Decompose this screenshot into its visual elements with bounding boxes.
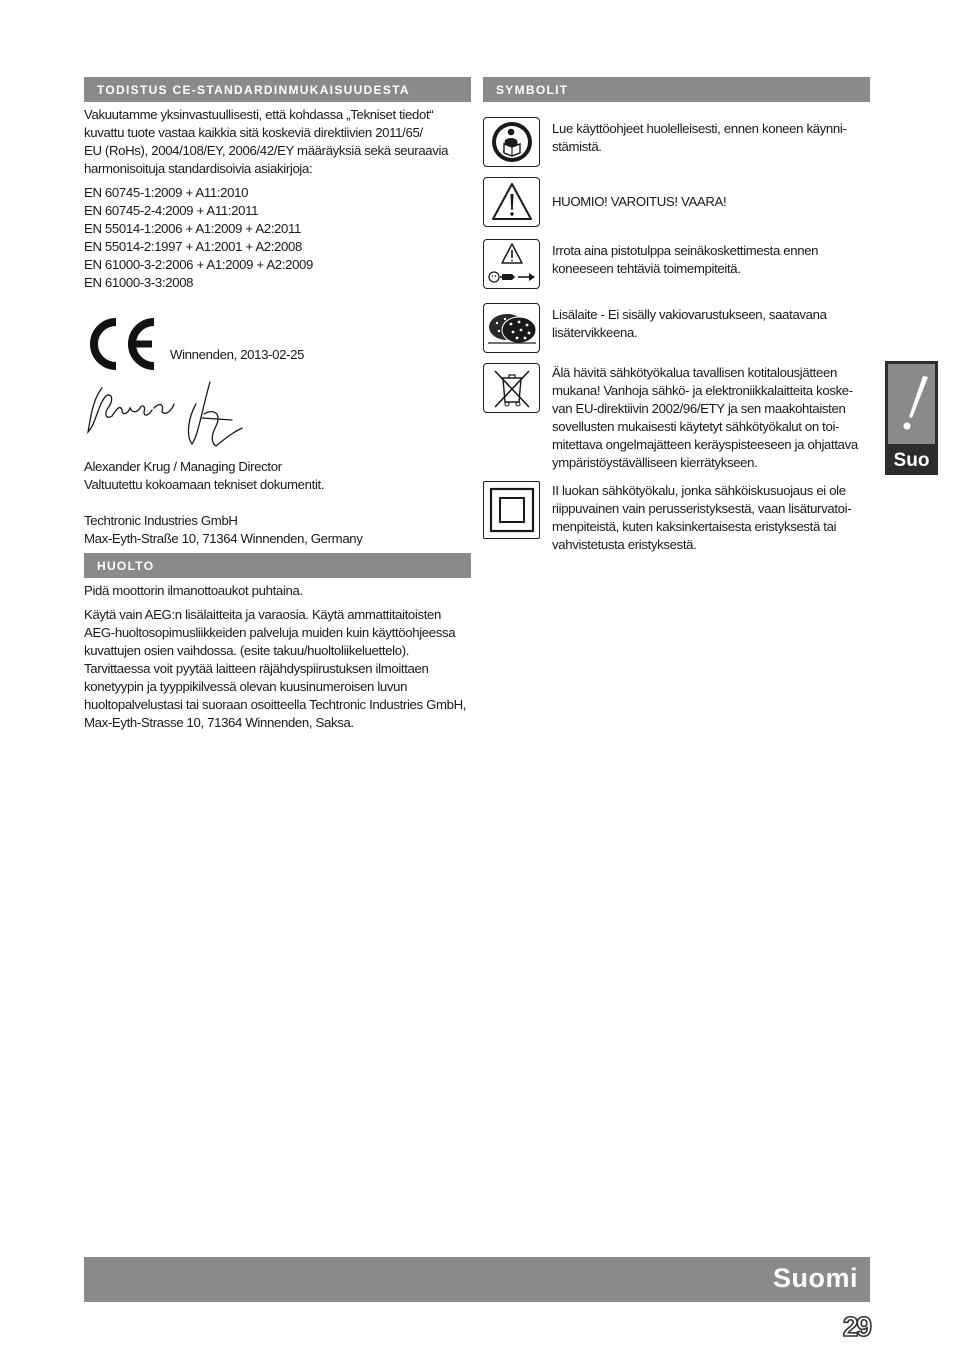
crossed-bin-icon (483, 363, 540, 413)
ce-row (84, 318, 471, 380)
standard-item: EN 60745-2-4:2009 + A11:2011 (84, 203, 259, 218)
warning-triangle-icon (483, 177, 540, 227)
signature-image (84, 374, 254, 454)
symbols-heading: SYMBOLIT (483, 77, 870, 102)
service-line: Tarvittaessa voit pyytää laitteen räjähdyspiirustuksen ilmoittaen (84, 661, 429, 676)
symbol-row (483, 361, 870, 472)
class-ii-double-square-icon (483, 481, 540, 539)
standard-item: EN 61000-3-2:2006 + A1:2009 + A2:2009 (84, 257, 314, 272)
service-line: konetyypin ja tyyppikilvessä olevan kuusinumeroisen luvun (84, 679, 408, 694)
symbol-line: lisätervikkeena. (552, 325, 638, 340)
standard-item: EN 60745-1:2009 + A11:2010 (84, 185, 249, 200)
service-para1 (84, 582, 471, 600)
symbol-text (552, 303, 870, 342)
company-name: Techtronic Industries GmbH (84, 513, 238, 528)
ce-mark-icon (86, 318, 160, 370)
symbols-list (483, 117, 870, 554)
symbol-text (552, 177, 870, 211)
symbol-line: Irrota aina pistotulppa seinäkoskettimesta ennen (552, 243, 819, 258)
footer-language: Suomi (772, 1263, 858, 1293)
symbol-line: menpiteistä, kuten kaksinkertaisesta eristyksestä tai (552, 519, 837, 534)
standard-item: EN 61000-3-3:2008 (84, 275, 194, 290)
symbol-line: II luokan sähkötyökalu, jonka sähköiskusuojaus ei ole (552, 483, 846, 498)
service-line: AEG-huoltosopimusliikkeiden palveluja muiden kuin käyttöohjeessa (84, 625, 456, 640)
symbol-text (552, 117, 870, 156)
service-para1-text: Pidä moottorin ilmanottoaukot puhtaina. (84, 583, 303, 598)
unplug-warning-icon (483, 239, 540, 289)
symbol-line: Lue käyttöohjeet huolelleisesti, ennen koneen käynni- (552, 121, 847, 136)
declaration-heading: TODISTUS CE-STANDARDINMUKAISUUDESTA (84, 77, 471, 102)
symbol-row (483, 303, 870, 353)
standard-item: EN 55014-2:1997 + A1:2001 + A2:2008 (84, 239, 302, 254)
declaration-intro-line: harmonisoituja standardisoivia asiakirjoja: (84, 161, 313, 176)
declaration-intro-line: Vakuutamme yksinvastuullisesti, että kohdassa „Tekniset tiedot“ (84, 107, 434, 122)
symbol-row (483, 117, 870, 167)
symbol-line: Lisälaite - Ei sisälly vakiovarustukseen, saatavana (552, 307, 827, 322)
symbol-text (552, 239, 870, 278)
symbol-row (483, 177, 870, 227)
symbol-text (552, 361, 870, 472)
standard-item: EN 55014-1:2006 + A1:2009 + A2:2011 (84, 221, 302, 236)
declaration-intro-line: kuvattu tuote vastaa kaikkia sitä koskeviä direktiivien 2011/65/ (84, 125, 423, 140)
exclamation-icon (892, 372, 932, 436)
left-column (84, 77, 471, 732)
symbol-line: stämistä. (552, 139, 602, 154)
service-line: Max-Eyth-Strasse 10, 71364 Winnenden, Saksa. (84, 715, 354, 730)
side-tab-label: Suo (893, 450, 930, 471)
symbol-line: riippuvainen vain perusseristyksestä, vaan lisäturvatoi- (552, 501, 852, 516)
read-manual-icon (483, 117, 540, 167)
accessory-discs-icon (483, 303, 540, 353)
symbol-line: Älä hävitä sähkötyökalua tavallisen kotitalousjätteen (552, 365, 837, 380)
symbol-line: mukana! Vanhoja sähkö- ja elektroniikkalaitteita koske- (552, 383, 853, 398)
service-line: huoltopalvelustasi tai suoraan osoitteella Techtronic Industries GmbH, (84, 697, 467, 712)
standards-list (84, 184, 471, 292)
symbol-line: ympäristöystävälliseen kierrätykseen. (552, 455, 758, 470)
language-side-tab (885, 361, 938, 475)
service-line: Käytä vain AEG:n lisälaitteita ja varaosia. Käytä ammattitaitoisten (84, 607, 441, 622)
page-number: 29 (842, 1311, 870, 1342)
symbol-line: van EU-direktiivin 2002/96/ETY ja sen maakohtaisten (552, 401, 846, 416)
symbol-text (552, 479, 870, 554)
company-block (84, 512, 471, 548)
symbol-row (483, 239, 870, 289)
service-heading: HUOLTO (84, 553, 471, 578)
declaration-intro-line: EU (RoHs), 2004/108/EY, 2006/42/EY määräyksiä sekä seuraavia (84, 143, 449, 158)
company-address: Max-Eyth-Straße 10, 71364 Winnenden, Germany (84, 531, 363, 546)
symbol-line: HUOMIO! VAROITUS! VAARA! (552, 194, 727, 209)
signatory-role: Valtuutettu kokoamaan tekniset dokumentit. (84, 477, 325, 492)
right-column (483, 77, 870, 554)
footer-bar (84, 1257, 870, 1302)
service-para2 (84, 606, 471, 732)
place-date: Winnenden, 2013-02-25 (170, 347, 305, 362)
symbol-line: vahvistetusta eristyksestä. (552, 537, 697, 552)
symbol-line: koneeseen tehtäviä toimempiteitä. (552, 261, 741, 276)
symbol-row (483, 479, 870, 554)
signatory-block (84, 458, 471, 494)
symbol-line: sovellusten mukaisesti käytetyt sähkötyökalut on toi- (552, 419, 840, 434)
service-line: kuvattujen osien vaihdossa. (esite takuu/huoltoliikeluettelo). (84, 643, 410, 658)
declaration-intro (84, 106, 471, 178)
symbol-line: mitettava ongelmajätteen keräyspisteeseen ja ohjattava (552, 437, 858, 452)
signatory-name: Alexander Krug / Managing Director (84, 459, 282, 474)
tab-icon-panel (888, 364, 935, 444)
